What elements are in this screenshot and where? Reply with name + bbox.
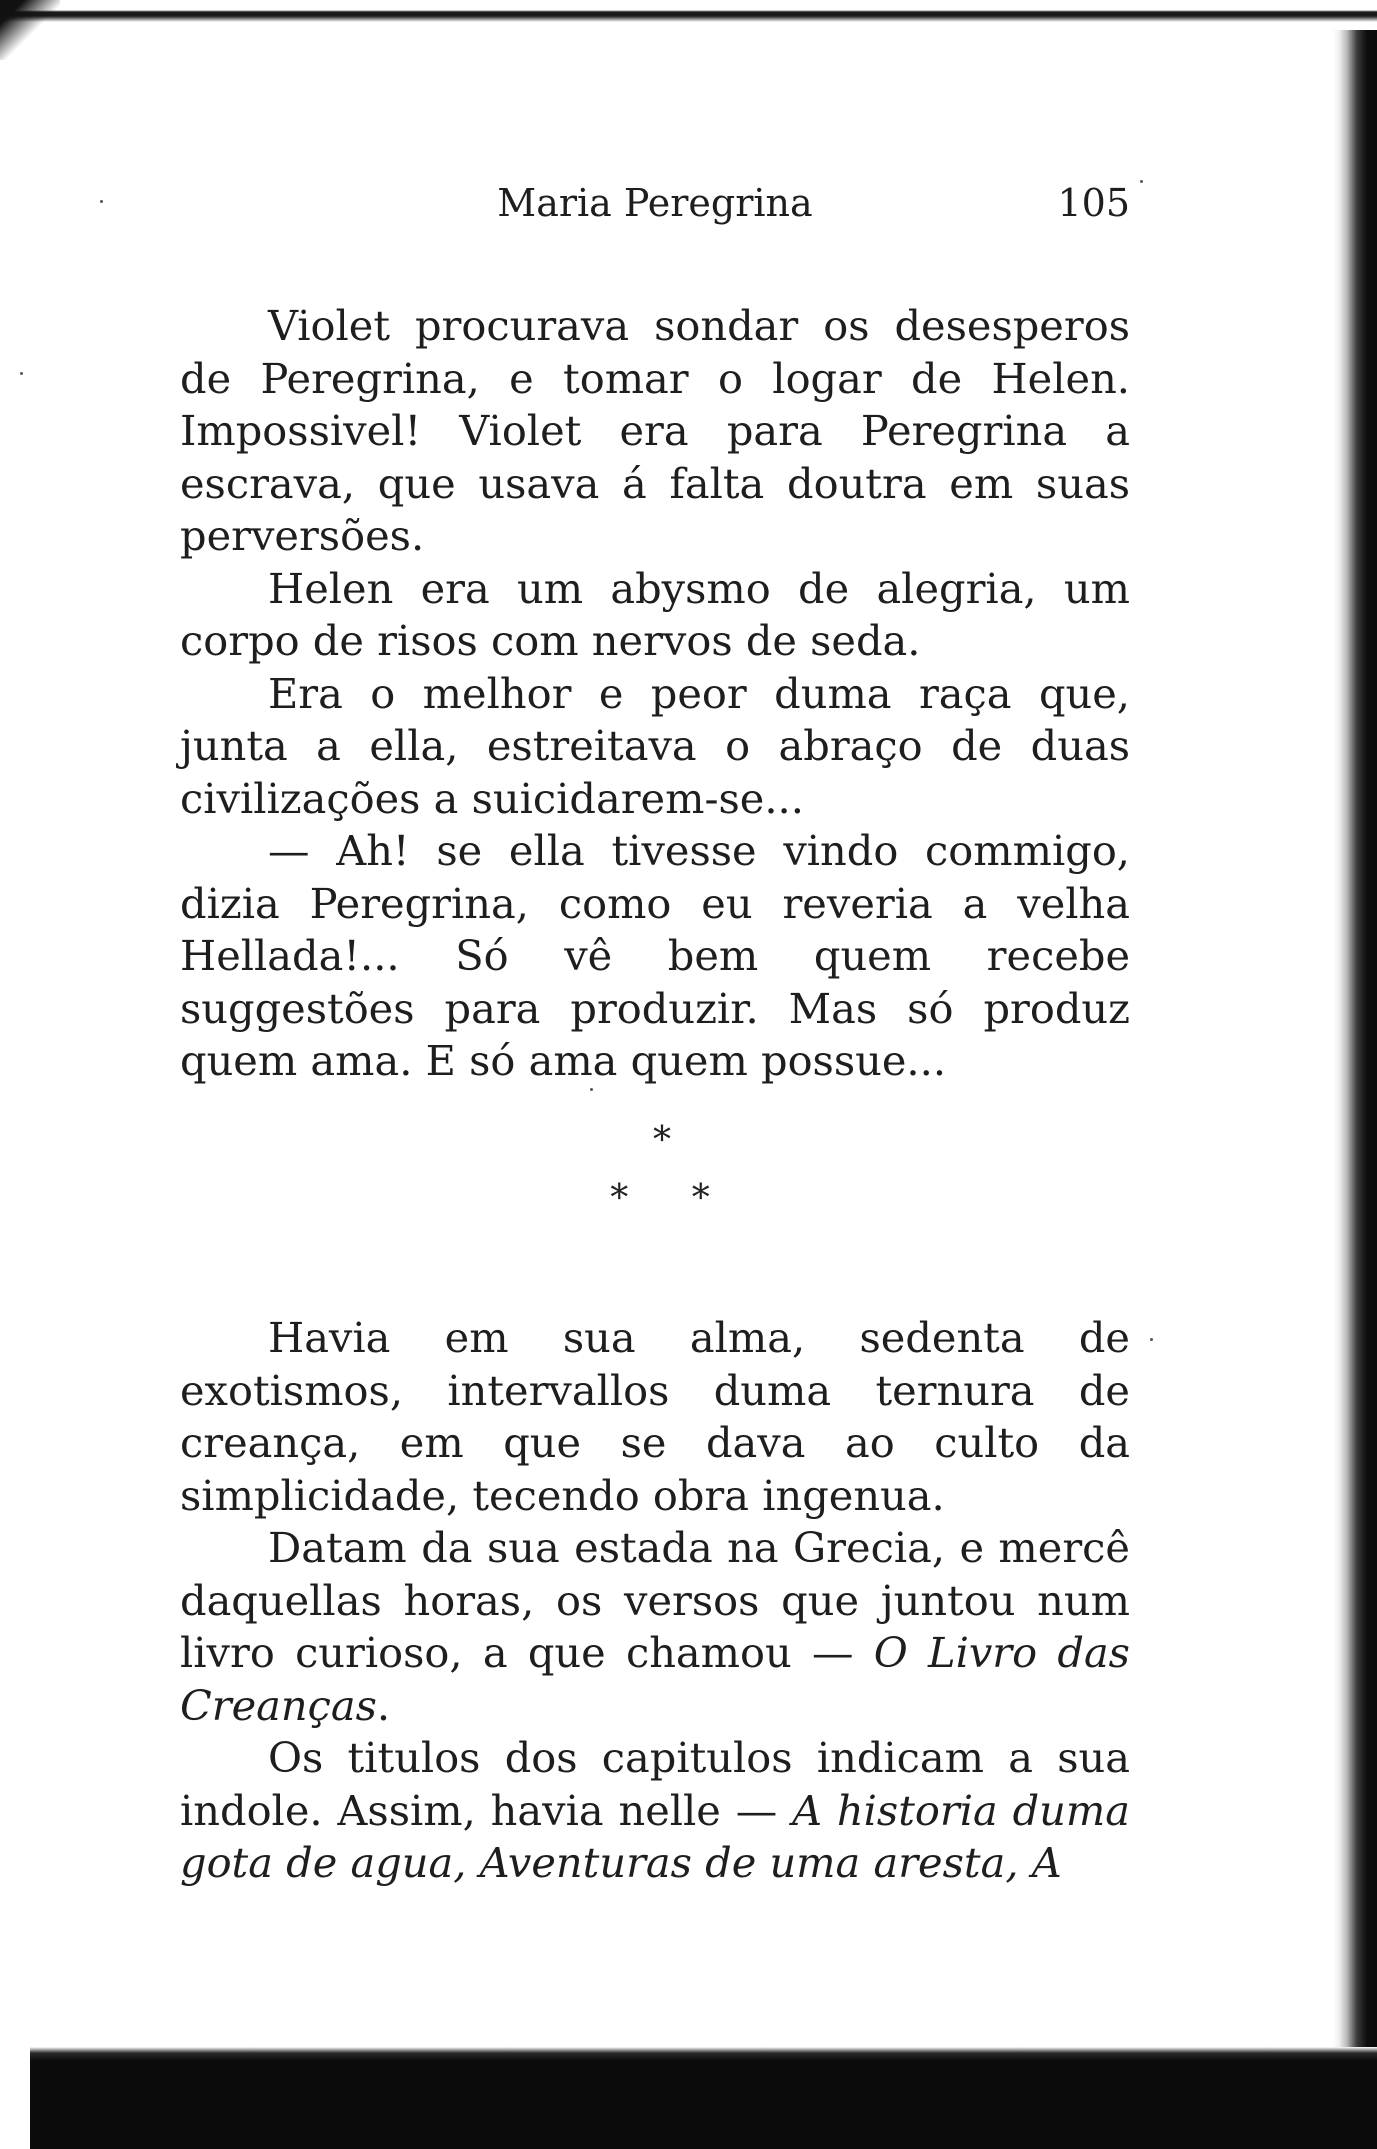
paragraph-text: Os titulos dos capitulos indicam a sua indole. Assim, havia nelle — xyxy=(180,1733,1130,1835)
running-header xyxy=(180,178,1130,228)
scan-speck xyxy=(1150,1338,1153,1341)
scan-bottom-edge xyxy=(30,2047,1377,2149)
scan-speck xyxy=(100,200,103,203)
asterisk: * xyxy=(653,1120,671,1161)
text-section-1 xyxy=(180,300,1130,1088)
section-separator-bottom xyxy=(560,1178,760,1219)
scan-speck xyxy=(590,1088,593,1091)
asterisk: * xyxy=(610,1178,629,1219)
section-separator-top xyxy=(612,1120,712,1161)
scan-top-edge xyxy=(0,0,1377,26)
paragraph: Era o melhor e peor duma raça que, junta a ella, estreitava o abraço de duas civilizações a suicidarem-se... xyxy=(180,668,1130,823)
text-section-2 xyxy=(180,1312,1130,1890)
scan-right-edge xyxy=(1333,30,1377,2149)
paragraph: Violet procurava sondar os desesperos de Peregrina, e tomar o logar de Helen. Impossivel! Violet era para Peregrina a escrava, que usava á falta doutra em suas perversões. xyxy=(180,301,1130,560)
chapter-titles: A historia duma gota de agua, Aventuras de uma aresta, A xyxy=(180,1785,1130,1887)
asterisk: * xyxy=(691,1178,710,1219)
book-title: O Livro das Creanças xyxy=(180,1628,1130,1730)
paragraph: Havia em sua alma, sedenta de exotismos, intervallos duma ternura de creança, em que se dava ao culto da simplicidade, tecendo obra ingenua. xyxy=(180,1313,1130,1520)
scan-speck xyxy=(1140,180,1143,183)
paragraph-text: Datam da sua estada na Grecia, e mercê daquellas horas, os versos que juntou num livro curioso, a que chamou — xyxy=(180,1523,1130,1677)
paragraph xyxy=(180,1522,1130,1732)
paragraph-end: . xyxy=(376,1680,391,1730)
running-title: Maria Peregrina xyxy=(497,181,813,225)
paragraph: Helen era um abysmo de alegria, um corpo de risos com nervos de seda. xyxy=(180,563,1130,665)
scan-speck xyxy=(20,372,23,375)
page-number: 105 xyxy=(1057,181,1130,225)
paragraph xyxy=(180,1732,1130,1890)
paragraph: — Ah! se ella tivesse vindo commigo, dizia Peregrina, como eu reveria a velha Hellada!... Só vê bem quem recebe suggestões para produzir. Mas só produz quem ama. E só ama quem possue... xyxy=(180,826,1130,1085)
scan-corner-shadow xyxy=(0,0,60,60)
